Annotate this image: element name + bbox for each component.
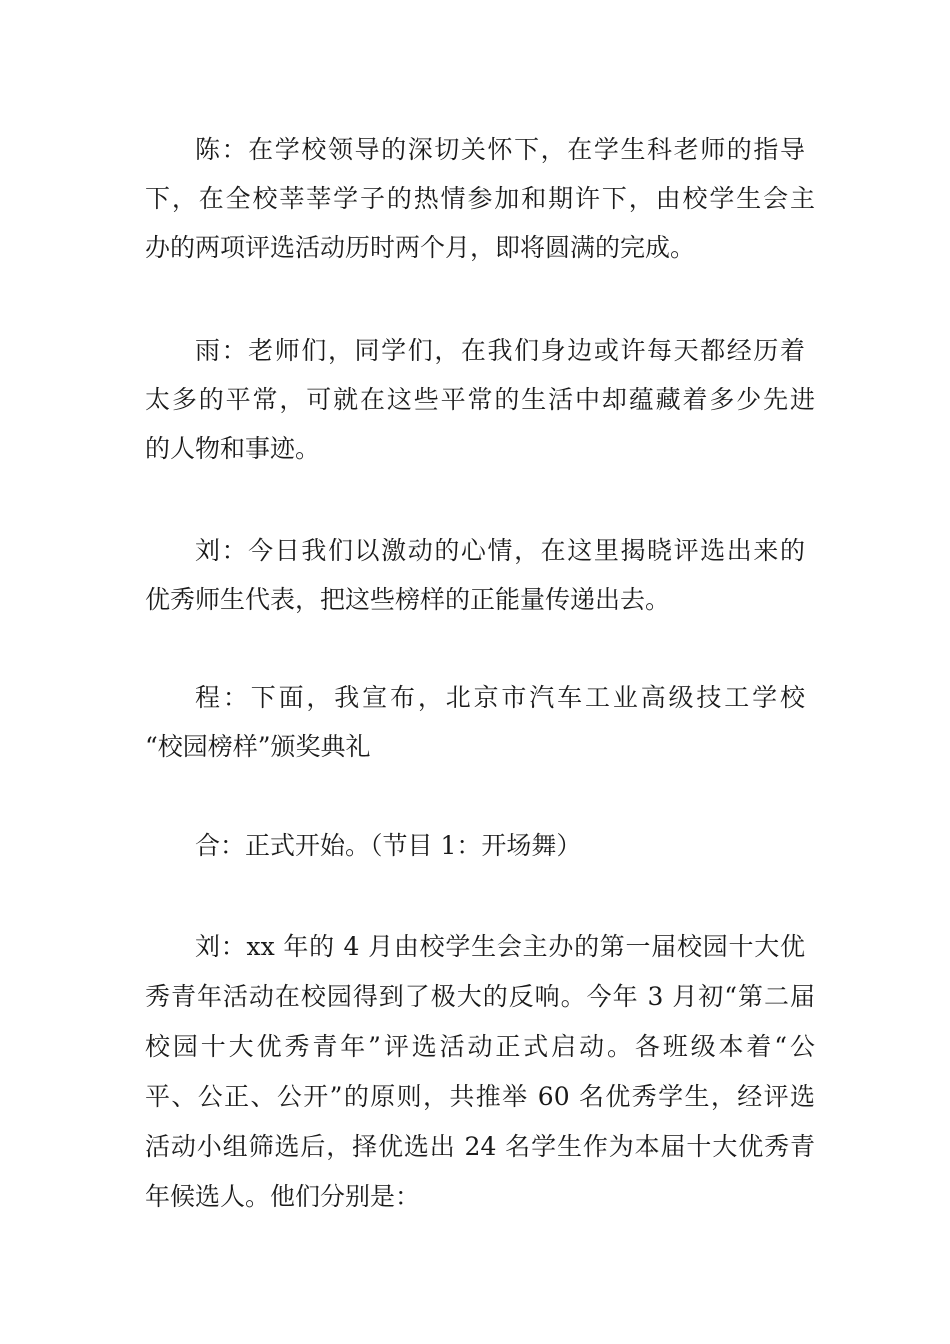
text-line: 刘：今日我们以激动的心情，在这里揭晓评选出来的 bbox=[195, 536, 805, 565]
text-line: 程：下面，我宣布，北京市汽车工业高级技工学校 bbox=[195, 683, 805, 712]
text-line: 刘：xx 年的 4 月由校学生会主办的第一届校园十大优 bbox=[195, 932, 805, 961]
text-line: 平、公正、公开”的原则，共推举 60 名优秀学生，经评选 bbox=[145, 1082, 815, 1111]
text-line: 下，在全校莘莘学子的热情参加和期许下，由校学生会主 bbox=[145, 184, 815, 213]
text-line: 优秀师生代表，把这些榜样的正能量传递出去。 bbox=[145, 585, 671, 614]
text-line: “校园榜样”颁奖典礼 bbox=[145, 732, 371, 761]
text-line: 陈：在学校领导的深切关怀下，在学生科老师的指导 bbox=[195, 135, 805, 164]
text-line: 太多的平常，可就在这些平常的生活中却蕴藏着多少先进 bbox=[145, 385, 815, 414]
text-line: 雨：老师们，同学们，在我们身边或许每天都经历着 bbox=[195, 336, 805, 365]
text-line: 办的两项评选活动历时两个月，即将圆满的完成。 bbox=[145, 233, 696, 262]
text-line: 的人物和事迹。 bbox=[145, 434, 321, 463]
text-line: 秀青年活动在校园得到了极大的反响。今年 3 月初“第二届 bbox=[145, 982, 815, 1011]
text-line: 活动小组筛选后，择优选出 24 名学生作为本届十大优秀青 bbox=[145, 1132, 815, 1161]
text-line: 年候选人。他们分别是： bbox=[145, 1182, 421, 1211]
text-line: 校园十大优秀青年”评选活动正式启动。各班级本着“公 bbox=[145, 1032, 815, 1061]
text-line: 合：正式开始。（节目 1：开场舞） bbox=[195, 831, 582, 860]
